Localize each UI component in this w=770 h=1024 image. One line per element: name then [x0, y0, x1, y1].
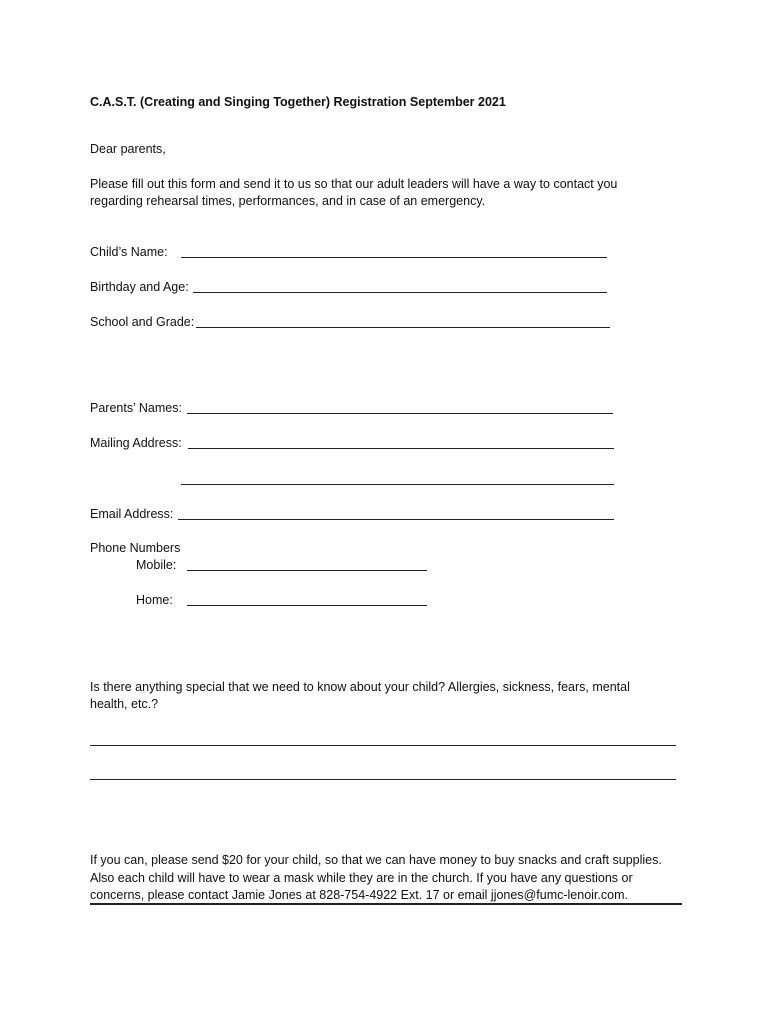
bottom-divider — [90, 903, 682, 905]
email-address-label: Email Address: — [90, 507, 174, 521]
form-title: C.A.S.T. (Creating and Singing Together) Registration September 2021 — [90, 95, 506, 109]
mobile-line[interactable] — [187, 570, 427, 571]
closing-line-1: If you can, please send $20 for your child, so that we can have money to buy snacks and craft supplies. — [90, 853, 662, 867]
special-question-line-2: health, etc.? — [90, 697, 159, 711]
phone-numbers-label: Phone Numbers — [90, 541, 181, 555]
school-grade-line[interactable] — [196, 327, 610, 328]
special-answer-line-1[interactable] — [90, 745, 676, 746]
child-name-label: Child’s Name: — [90, 245, 168, 259]
home-label: Home: — [136, 593, 173, 607]
email-address-line[interactable] — [178, 519, 614, 520]
intro-line-1: Please fill out this form and send it to us so that our adult leaders will have a way to contact you — [90, 177, 618, 191]
mailing-address-label: Mailing Address: — [90, 436, 182, 450]
parents-names-label: Parents’ Names: — [90, 401, 182, 415]
birthday-age-label: Birthday and Age: — [90, 280, 189, 294]
special-answer-line-2[interactable] — [90, 779, 676, 780]
mailing-address-line-1[interactable] — [188, 448, 614, 449]
school-grade-label: School and Grade: — [90, 315, 195, 329]
greeting: Dear parents, — [90, 142, 166, 156]
intro-line-2: regarding rehearsal times, performances, and in case of an emergency. — [90, 194, 486, 208]
parents-names-line[interactable] — [187, 413, 613, 414]
closing-line-2: Also each child will have to wear a mask while they are in the church. If you have any questions or — [90, 871, 633, 885]
special-question-line-1: Is there anything special that we need to know about your child? Allergies, sickness, fears, mental — [90, 680, 630, 694]
child-name-line[interactable] — [181, 257, 607, 258]
mailing-address-line-2[interactable] — [181, 484, 614, 485]
mobile-label: Mobile: — [136, 558, 177, 572]
birthday-age-line[interactable] — [193, 292, 607, 293]
home-line[interactable] — [187, 605, 427, 606]
closing-line-3: concerns, please contact Jamie Jones at 828-754-4922 Ext. 17 or email jjones@fumc-lenoir.com. — [90, 888, 628, 902]
